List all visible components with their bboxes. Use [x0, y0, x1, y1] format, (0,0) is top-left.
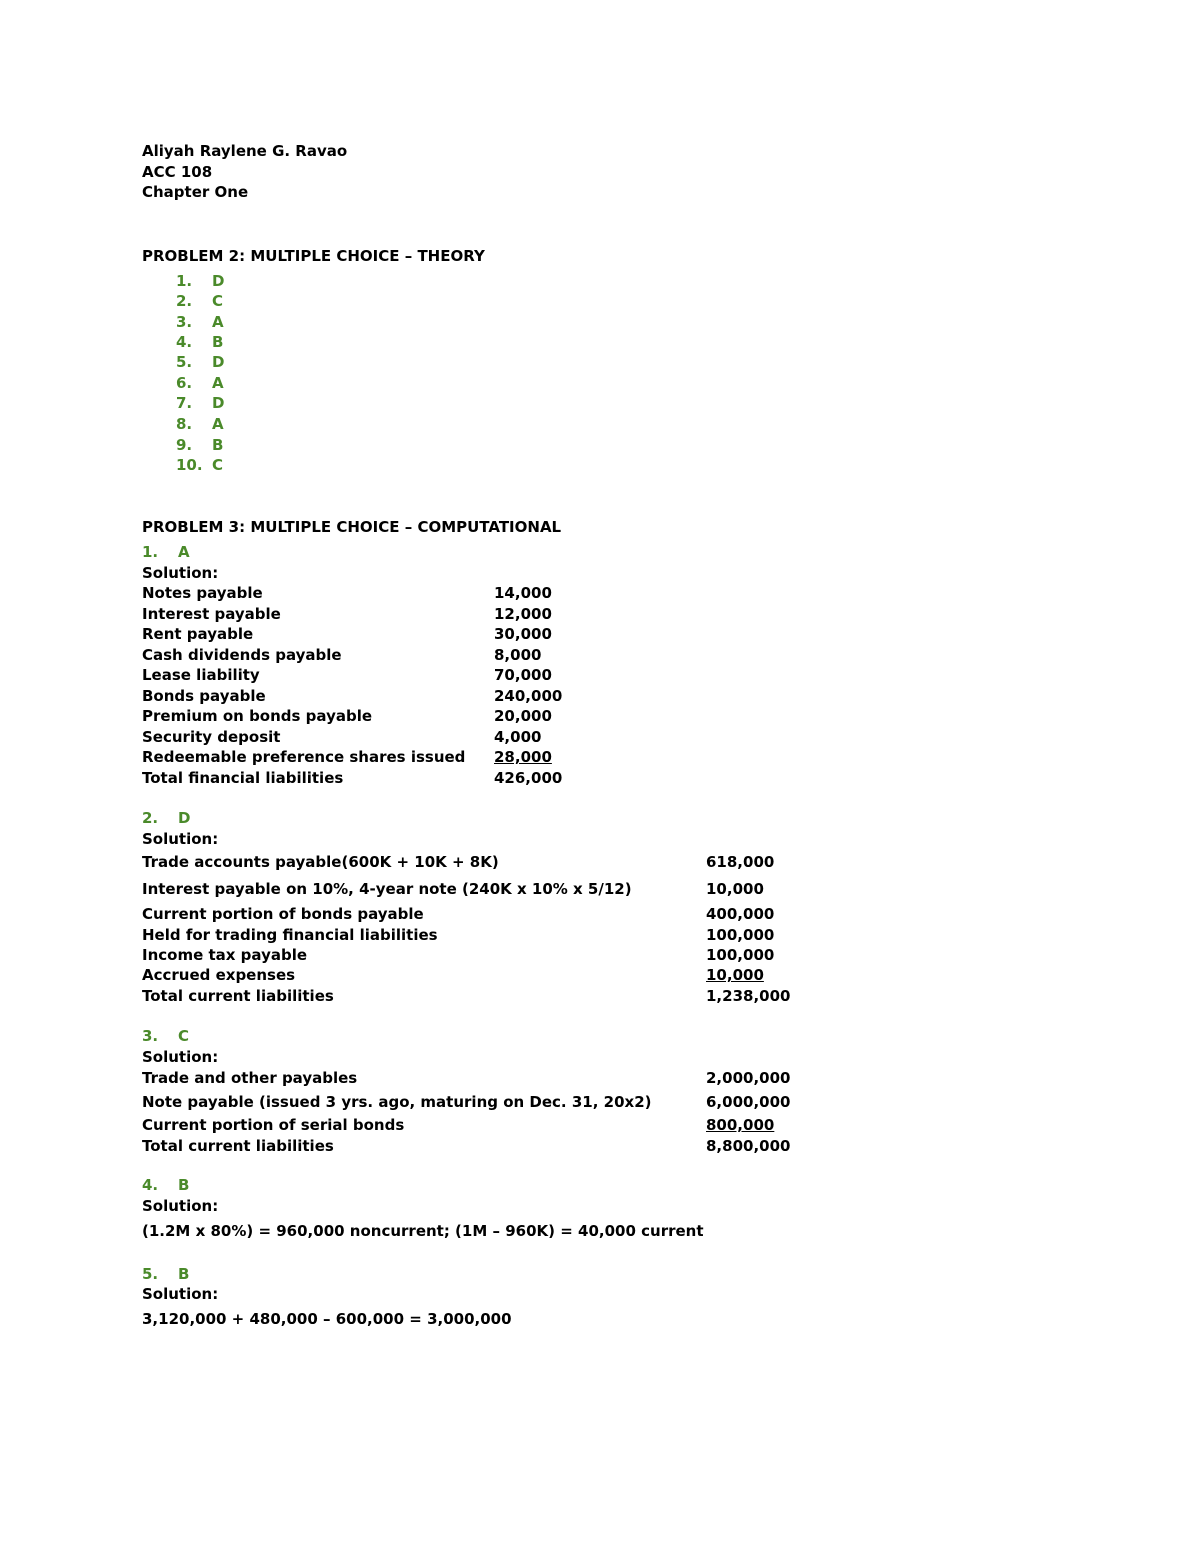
solution-row-amount: 2,000,000 [706, 1069, 791, 1087]
p3-item2-answer: 2. D [142, 809, 191, 827]
solution-row-amount: 28,000 [494, 748, 552, 766]
problem2-answer-item [176, 456, 223, 474]
solution-row-label: Total financial liabilities [142, 769, 344, 787]
solution-row-label: Bonds payable [142, 687, 266, 705]
solution-row-amount: 20,000 [494, 707, 552, 725]
problem3-heading: PROBLEM 3: MULTIPLE CHOICE – COMPUTATIONAL [142, 518, 562, 536]
answer-letter: D [212, 272, 225, 290]
solution-row-label: Accrued expenses [142, 966, 296, 984]
solution-row-amount: 70,000 [494, 666, 552, 684]
p3-item5-solution-text: 3,120,000 + 480,000 – 600,000 = 3,000,000 [142, 1310, 512, 1328]
problem2-answer-item [176, 272, 224, 290]
problem2-answer-item [176, 353, 224, 371]
solution-row-label: Held for trading financial liabilities [142, 926, 438, 944]
answer-number: 1. [176, 272, 193, 290]
solution-row-amount: 1,238,000 [706, 987, 791, 1005]
answer-number: 10. [176, 456, 203, 474]
solution-row-amount: 240,000 [494, 687, 563, 705]
p3-item4-answer: 4. B [142, 1176, 190, 1194]
solution-row-label: Security deposit [142, 728, 281, 746]
student-name: Aliyah Raylene G. Ravao [142, 142, 348, 160]
answer-number: 8. [176, 415, 193, 433]
solution-row-label: Interest payable on 10%, 4-year note (240K x 10% x 5/12) [142, 880, 632, 898]
solution-row-label: Note payable (issued 3 yrs. ago, maturing on Dec. 31, 20x2) [142, 1093, 652, 1111]
problem2-answer-item [176, 436, 223, 454]
solution-row-label: Premium on bonds payable [142, 707, 373, 725]
p3-item2-solution-label: Solution: [142, 830, 219, 848]
course-code: ACC 108 [142, 163, 213, 181]
solution-row-amount: 4,000 [494, 728, 542, 746]
answer-letter: A [212, 374, 224, 392]
answer-number: 2. [176, 292, 193, 310]
solution-row-label: Cash dividends payable [142, 646, 342, 664]
answer-number: 5. [176, 353, 193, 371]
solution-row-amount: 6,000,000 [706, 1093, 791, 1111]
p3-item5-solution-label: Solution: [142, 1285, 219, 1303]
solution-row-amount: 12,000 [494, 605, 552, 623]
answer-number: 4. [176, 333, 193, 351]
solution-row-label: Redeemable preference shares issued [142, 748, 466, 766]
answer-number: 7. [176, 394, 193, 412]
solution-row-amount: 400,000 [706, 905, 775, 923]
problem2-answer-item [176, 333, 223, 351]
solution-row-amount: 618,000 [706, 853, 775, 871]
solution-row-amount: 10,000 [706, 966, 764, 984]
answer-letter: D [212, 394, 225, 412]
solution-row-amount: 100,000 [706, 926, 775, 944]
solution-row-amount: 8,800,000 [706, 1137, 791, 1155]
answer-letter: B [212, 436, 224, 454]
solution-row-amount: 100,000 [706, 946, 775, 964]
answer-number: 6. [176, 374, 193, 392]
p3-item3-solution-label: Solution: [142, 1048, 219, 1066]
solution-row-label: Income tax payable [142, 946, 308, 964]
chapter-title: Chapter One [142, 183, 249, 201]
answer-letter: C [212, 292, 224, 310]
problem2-heading: PROBLEM 2: MULTIPLE CHOICE – THEORY [142, 247, 485, 265]
answer-letter: B [212, 333, 224, 351]
solution-row-amount: 800,000 [706, 1116, 775, 1134]
p3-item1-answer: 1. A [142, 543, 190, 561]
problem2-answer-item [176, 374, 224, 392]
solution-row-label: Notes payable [142, 584, 263, 602]
p3-item5-answer: 5. B [142, 1265, 190, 1283]
answer-letter: A [212, 415, 224, 433]
solution-row-amount: 8,000 [494, 646, 542, 664]
solution-row-amount: 14,000 [494, 584, 552, 602]
p3-item4-solution-label: Solution: [142, 1197, 219, 1215]
solution-row-amount: 426,000 [494, 769, 563, 787]
answer-number: 9. [176, 436, 193, 454]
solution-row-label: Total current liabilities [142, 987, 334, 1005]
solution-row-label: Current portion of serial bonds [142, 1116, 405, 1134]
solution-row-label: Interest payable [142, 605, 281, 623]
solution-row-label: Rent payable [142, 625, 254, 643]
problem2-answer-item [176, 292, 223, 310]
solution-row-label: Lease liability [142, 666, 260, 684]
solution-row-label: Current portion of bonds payable [142, 905, 424, 923]
answer-letter: D [212, 353, 225, 371]
problem2-answer-item [176, 415, 224, 433]
solution-row-amount: 10,000 [706, 880, 764, 898]
solution-row-amount: 30,000 [494, 625, 552, 643]
p3-item3-answer: 3. C [142, 1027, 190, 1045]
solution-row-label: Trade and other payables [142, 1069, 358, 1087]
p3-item4-solution-text: (1.2M x 80%) = 960,000 noncurrent; (1M – 960K) = 40,000 current [142, 1222, 704, 1240]
p3-item1-solution-label: Solution: [142, 564, 219, 582]
answer-letter: C [212, 456, 224, 474]
problem2-answer-item [176, 313, 224, 331]
solution-row-label: Total current liabilities [142, 1137, 334, 1155]
answer-number: 3. [176, 313, 193, 331]
solution-row-label: Trade accounts payable(600K + 10K + 8K) [142, 853, 499, 871]
problem2-answer-item [176, 394, 224, 412]
answer-letter: A [212, 313, 224, 331]
